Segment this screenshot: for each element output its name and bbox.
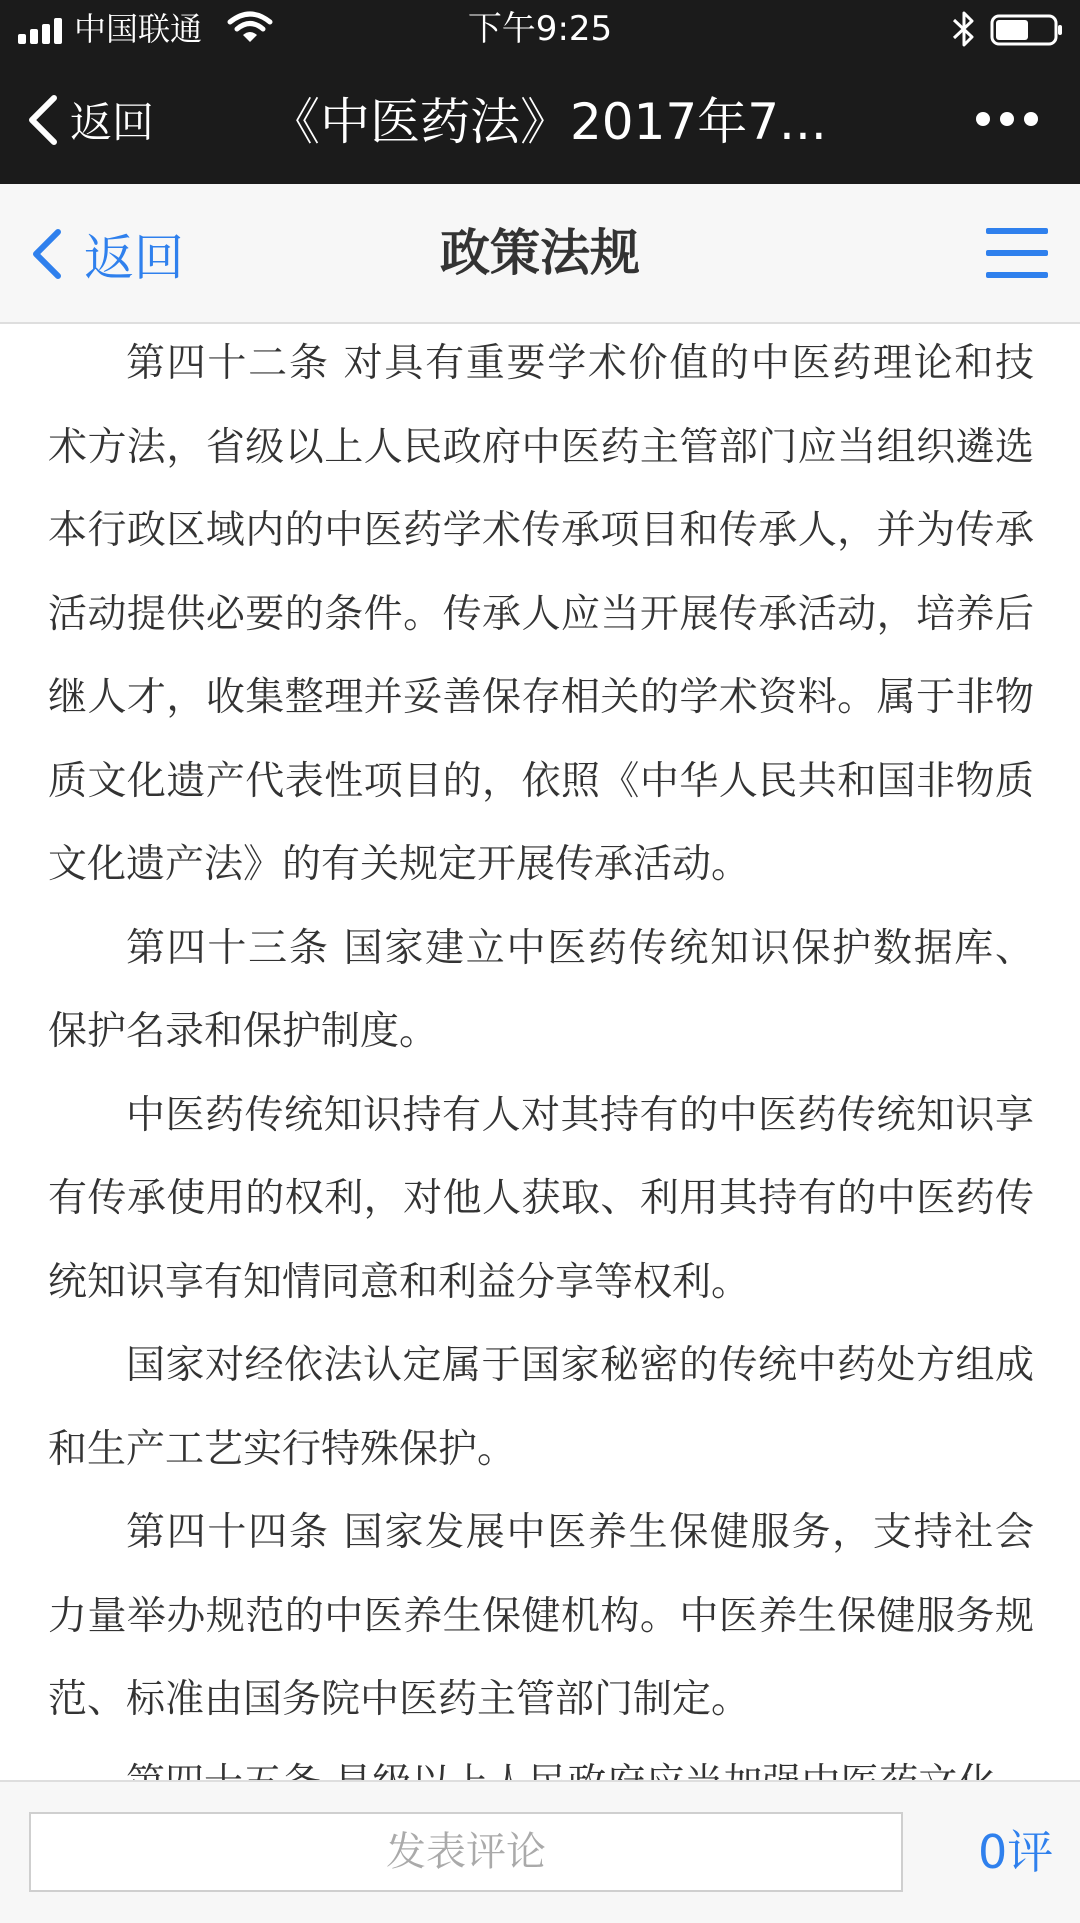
chevron-left-icon <box>24 92 62 148</box>
article-paragraph: 第四十二条 对具有重要学术价值的中医药理论和技术方法，省级以上人民政府中医药主管部门应当组织遴选本行政区域内的中医药学术传承项目和传承人，并为传承活动提供必要的条件。传承人应当开展传承活动，培养后继人才，收集整理并妥善保存相关的学术资料。属于非物质文化遗产代表性项目的，依照《中华人民共和国非物质文化遗产法》的有关规定开展传承活动。 <box>48 341 1034 887</box>
bluetooth-icon <box>950 10 978 48</box>
wechat-back-button[interactable] <box>24 88 154 152</box>
back-label: 返回 <box>84 229 184 287</box>
comment-bar <box>0 1780 1080 1923</box>
status-bar <box>0 0 1080 58</box>
article-paragraph: 第四十三条 国家建立中医药传统知识保护数据库、保护名录和保护制度。 <box>48 925 1034 1054</box>
wechat-page-title: 《中医药法》2017年7... <box>270 93 827 151</box>
page-title: 政策法规 <box>440 224 640 282</box>
article-paragraph: 国家对经依法认定属于国家秘密的传统中药处方组成和生产工艺实行特殊保护。 <box>48 1343 1034 1472</box>
article-paragraph: 中医药传统知识持有人对其持有的中医药传统知识享有传承使用的权利，对他人获取、利用其持有的中医药传统知识享有知情同意和利益分享等权利。 <box>48 1092 1034 1305</box>
battery-icon <box>990 14 1064 46</box>
comment-input[interactable]: 发表评论 <box>29 1812 903 1892</box>
article-content <box>48 322 1034 1780</box>
carrier-name: 中国联通 <box>74 10 203 48</box>
hamburger-menu-icon[interactable] <box>986 226 1048 280</box>
comment-count-button[interactable]: 0评 <box>978 1825 1054 1879</box>
wechat-back-label: 返回 <box>70 98 155 147</box>
more-dots-icon[interactable] <box>974 106 1040 132</box>
page-header <box>0 184 1080 324</box>
status-time: 下午9:25 <box>467 9 613 49</box>
article-paragraph: 第四十四条 国家发展中医养生保健服务，支持社会力量举办规范的中医养生保健机构。中医养生保健服务规范、标准由国务院中医药主管部门制定。 <box>48 1510 1034 1722</box>
wechat-nav-bar <box>0 58 1080 184</box>
